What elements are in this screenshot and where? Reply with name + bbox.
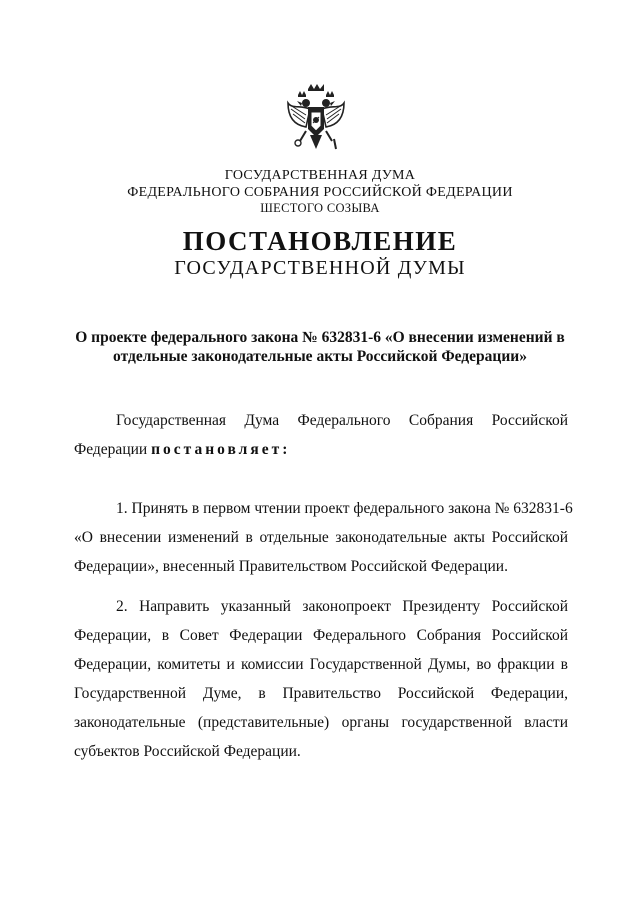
paragraph-line: 1. Принять в первом чтении проект федерального закона № 632831-6 — [116, 500, 573, 517]
document-subject — [70, 328, 570, 366]
subject-line: О проекте федерального закона № 632831-6 «О внесении изменений в — [75, 329, 565, 346]
resolution-keyword: постановляет: — [151, 441, 291, 458]
preamble-line — [74, 435, 568, 464]
paragraph-line: Федерации, в Совет Федерации Федерального Собрания Российской — [74, 627, 568, 644]
paragraph-line: 2. Направить указанный законопроект Президенту Российской — [116, 598, 568, 615]
paragraph-line: законодательные (представительные) органы государственной власти — [74, 714, 568, 731]
preamble-text: Федерации — [74, 441, 152, 458]
paragraph-line: Федерации, комитеты и комиссии Государственной Думы, во фракции в — [74, 656, 568, 673]
preamble — [74, 406, 568, 464]
russian-coat-of-arms-icon — [286, 83, 346, 155]
header-line-duma: ГОСУДАРСТВЕННАЯ ДУМА — [224, 168, 416, 183]
paragraph-line: субъектов Российской Федерации. — [74, 743, 301, 760]
header-line-convocation: ШЕСТОГО СОЗЫВА — [260, 201, 380, 215]
preamble-line: Государственная Дума Федерального Собрания Российской — [116, 412, 568, 429]
paragraph-line: Федерации», внесенный Правительством Российской Федерации. — [74, 558, 508, 575]
paragraph-line: «О внесении изменений в отдельные законодательные акты Российской — [74, 529, 568, 546]
subject-line: отдельные законодательные акты Российской Федерации» — [113, 348, 527, 365]
item-2 — [74, 592, 568, 766]
header-line-federal-assembly: ФЕДЕРАЛЬНОГО СОБРАНИЯ РОССИЙСКОЙ ФЕДЕРАЦИИ — [127, 185, 513, 200]
document-title: ПОСТАНОВЛЕНИЕ — [182, 226, 458, 256]
paragraph-line: Государственной Думе, в Правительство Российской Федерации, — [74, 685, 568, 702]
item-1 — [74, 494, 573, 581]
document-subtitle: ГОСУДАРСТВЕННОЙ ДУМЫ — [174, 257, 466, 279]
